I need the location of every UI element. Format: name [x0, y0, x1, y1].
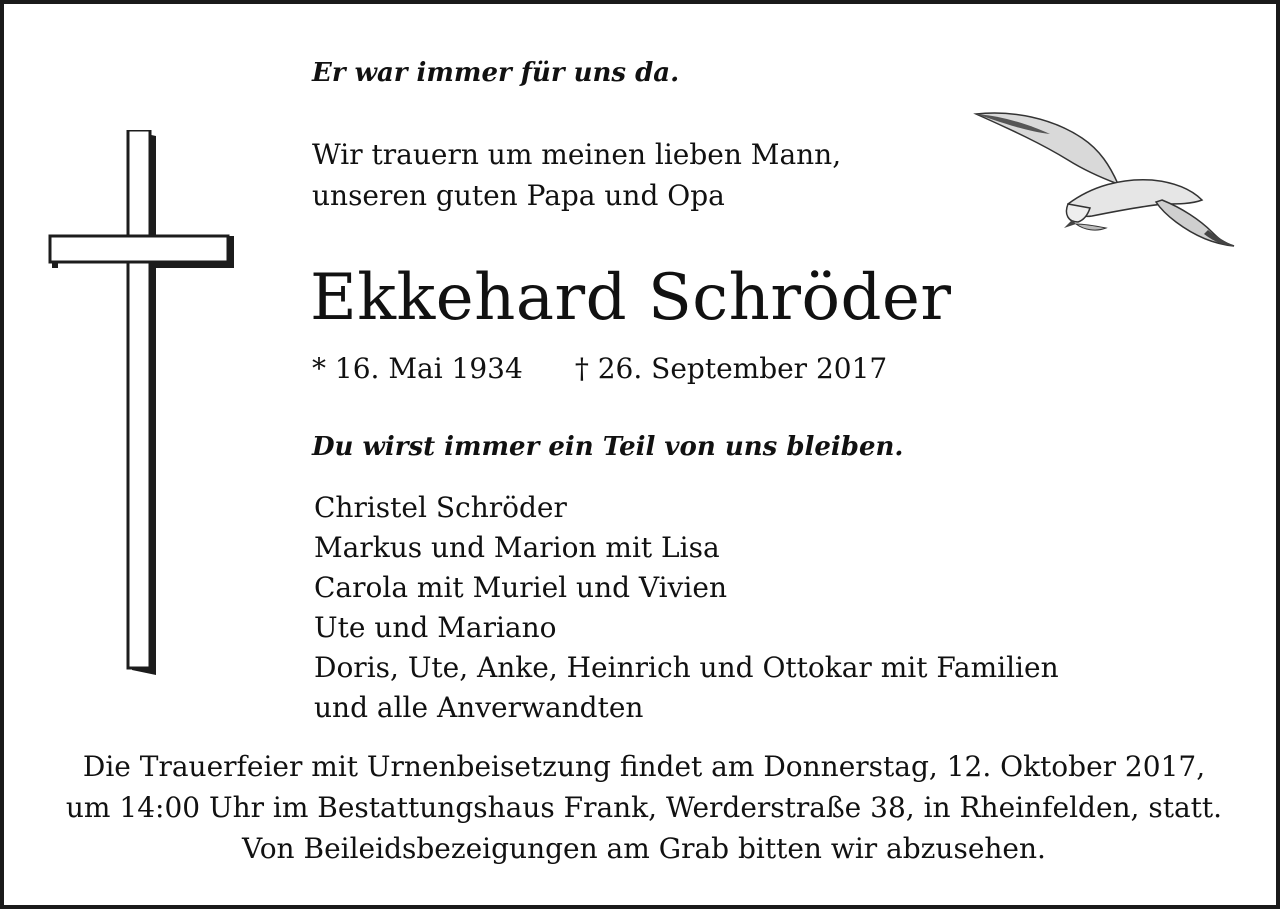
funeral-notice	[4, 746, 1280, 869]
life-dates	[312, 352, 887, 385]
cross-icon	[48, 130, 238, 675]
mourners-list	[314, 488, 1059, 728]
seagull-icon	[972, 108, 1242, 248]
mourner-line: Doris, Ute, Anke, Heinrich und Ottokar mit Familien	[314, 651, 1059, 684]
notice-line: um 14:00 Uhr im Bestattungshaus Frank, Werderstraße 38, in Rheinfelden, statt.	[65, 791, 1223, 824]
mourner-line: Ute und Mariano	[314, 611, 557, 644]
motto-top: Er war immer für uns da.	[312, 58, 680, 88]
notice-line: Von Beileidsbezeigungen am Grab bitten wir abzusehen.	[242, 832, 1046, 865]
mourner-line: Christel Schröder	[314, 491, 567, 524]
intro-line: unseren guten Papa und Opa	[312, 179, 725, 212]
mourner-line: Carola mit Muriel und Vivien	[314, 571, 727, 604]
intro-line: Wir trauern um meinen lieben Mann,	[312, 138, 842, 171]
mourner-line: und alle Anverwandten	[314, 691, 644, 724]
birth-date: * 16. Mai 1934	[312, 352, 523, 385]
deceased-name: Ekkehard Schröder	[310, 261, 952, 335]
notice-line: Die Trauerfeier mit Urnenbeisetzung findet am Donnerstag, 12. Oktober 2017,	[82, 750, 1206, 783]
death-date: † 26. September 2017	[574, 352, 888, 385]
intro-text	[312, 134, 841, 216]
motto-middle: Du wirst immer ein Teil von uns bleiben.	[312, 432, 904, 462]
mourner-line: Markus und Marion mit Lisa	[314, 531, 720, 564]
